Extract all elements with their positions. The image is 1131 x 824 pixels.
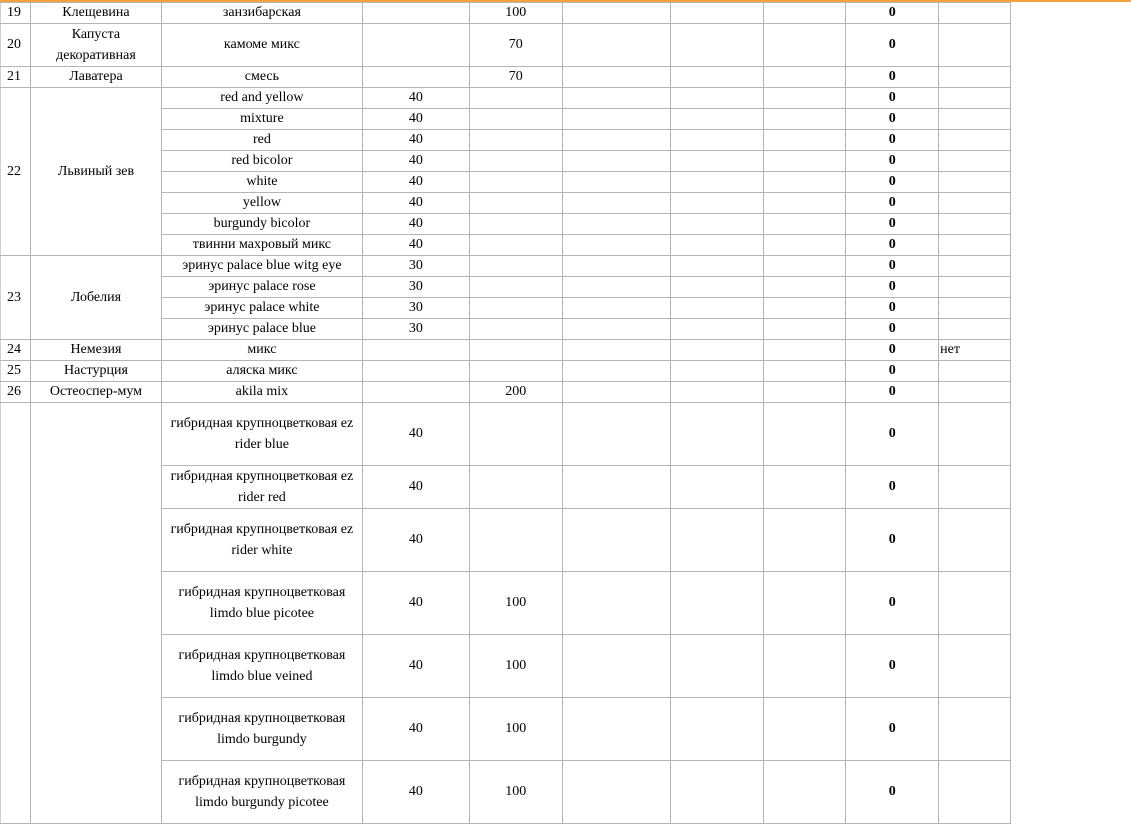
empty-cell[interactable]: [764, 698, 846, 761]
variety-cell[interactable]: эринус palace rose: [161, 277, 362, 298]
empty-cell[interactable]: [764, 88, 846, 109]
stock-cell[interactable]: 0: [846, 67, 939, 88]
variety-cell[interactable]: гибридная крупноцветковая ez rider red: [161, 466, 362, 509]
stock-cell[interactable]: 0: [846, 3, 939, 24]
empty-cell[interactable]: [764, 193, 846, 214]
note-cell[interactable]: [939, 298, 1011, 319]
table-row: [1, 319, 1131, 340]
note-cell[interactable]: [939, 277, 1011, 298]
variety-cell[interactable]: эринус palace blue witg eye: [161, 256, 362, 277]
empty-cell[interactable]: [562, 88, 670, 109]
variety-cell[interactable]: yellow: [161, 193, 362, 214]
qty2-cell[interactable]: 100: [469, 3, 562, 24]
note-cell[interactable]: [939, 319, 1011, 340]
row-number[interactable]: 21: [1, 67, 31, 88]
empty-cell[interactable]: [764, 109, 846, 130]
empty-cell[interactable]: [764, 130, 846, 151]
qty2-cell[interactable]: 100: [469, 635, 562, 698]
variety-cell[interactable]: камоме микс: [161, 24, 362, 67]
variety-cell[interactable]: микс: [161, 340, 362, 361]
row-number[interactable]: [1, 403, 31, 824]
table-row: [1, 403, 1131, 466]
note-cell[interactable]: [939, 172, 1011, 193]
empty-cell[interactable]: [670, 172, 764, 193]
empty-cell[interactable]: [764, 761, 846, 824]
qty2-cell[interactable]: [469, 361, 562, 382]
empty-cell[interactable]: [670, 109, 764, 130]
empty-cell[interactable]: [562, 130, 670, 151]
empty-cell[interactable]: [670, 635, 764, 698]
empty-cell[interactable]: [562, 67, 670, 88]
stock-cell[interactable]: 0: [846, 298, 939, 319]
row-number[interactable]: 26: [1, 382, 31, 403]
empty-cell[interactable]: [670, 67, 764, 88]
qty2-cell[interactable]: [469, 109, 562, 130]
empty-cell[interactable]: [764, 151, 846, 172]
empty-cell[interactable]: [562, 698, 670, 761]
row-number[interactable]: 19: [1, 3, 31, 24]
empty-cell[interactable]: [562, 109, 670, 130]
table-row: [1, 466, 1131, 509]
plant-name-cell[interactable]: Львиный зев: [30, 88, 161, 256]
qty2-cell[interactable]: [469, 403, 562, 466]
stock-cell[interactable]: 0: [846, 214, 939, 235]
qty-cell[interactable]: 40: [362, 761, 469, 824]
note-cell[interactable]: [939, 214, 1011, 235]
variety-cell[interactable]: гибридная крупноцветковая limdo burgundy: [161, 698, 362, 761]
stock-cell[interactable]: 0: [846, 761, 939, 824]
plant-name-cell[interactable]: [30, 403, 161, 824]
empty-cell[interactable]: [764, 214, 846, 235]
empty-cell[interactable]: [670, 572, 764, 635]
stock-cell[interactable]: 0: [846, 109, 939, 130]
table-row: [1, 635, 1131, 698]
spreadsheet-grid: [0, 2, 1131, 824]
empty-cell[interactable]: [764, 298, 846, 319]
variety-cell[interactable]: аляска микс: [161, 361, 362, 382]
qty2-cell[interactable]: [469, 130, 562, 151]
qty-cell[interactable]: 40: [362, 88, 469, 109]
stock-cell[interactable]: 0: [846, 277, 939, 298]
empty-cell[interactable]: [562, 24, 670, 67]
qty2-cell[interactable]: [469, 235, 562, 256]
stock-cell[interactable]: 0: [846, 635, 939, 698]
stock-cell[interactable]: 0: [846, 193, 939, 214]
row-number[interactable]: 25: [1, 361, 31, 382]
empty-cell[interactable]: [562, 277, 670, 298]
empty-cell[interactable]: [764, 172, 846, 193]
qty2-cell[interactable]: [469, 509, 562, 572]
row-number[interactable]: 23: [1, 256, 31, 340]
note-cell[interactable]: [939, 698, 1011, 761]
note-cell[interactable]: [939, 130, 1011, 151]
empty-cell[interactable]: [764, 24, 846, 67]
qty-cell[interactable]: 40: [362, 635, 469, 698]
empty-cell[interactable]: [670, 277, 764, 298]
table-row: [1, 130, 1131, 151]
qty2-cell[interactable]: [469, 466, 562, 509]
note-cell[interactable]: [939, 24, 1011, 67]
stock-cell[interactable]: 0: [846, 466, 939, 509]
empty-cell[interactable]: [670, 340, 764, 361]
qty2-cell[interactable]: 100: [469, 698, 562, 761]
empty-cell[interactable]: [670, 3, 764, 24]
qty-cell[interactable]: [362, 24, 469, 67]
qty-cell[interactable]: [362, 3, 469, 24]
variety-cell[interactable]: burgundy bicolor: [161, 214, 362, 235]
table-row: [1, 193, 1131, 214]
empty-cell[interactable]: [764, 572, 846, 635]
variety-cell[interactable]: red bicolor: [161, 151, 362, 172]
qty2-cell[interactable]: [469, 319, 562, 340]
empty-cell[interactable]: [764, 235, 846, 256]
plant-name-cell[interactable]: Лобелия: [30, 256, 161, 340]
qty2-cell[interactable]: 200: [469, 382, 562, 403]
stock-cell[interactable]: 0: [846, 130, 939, 151]
empty-cell[interactable]: [764, 256, 846, 277]
qty2-cell[interactable]: [469, 88, 562, 109]
stock-cell[interactable]: 0: [846, 382, 939, 403]
empty-cell[interactable]: [670, 761, 764, 824]
note-cell[interactable]: [939, 403, 1011, 466]
note-cell[interactable]: [939, 193, 1011, 214]
variety-cell[interactable]: akila mix: [161, 382, 362, 403]
qty-cell[interactable]: 40: [362, 172, 469, 193]
variety-cell[interactable]: твинни махровый микс: [161, 235, 362, 256]
table-row: [1, 24, 1131, 67]
empty-cell[interactable]: [670, 466, 764, 509]
stock-cell[interactable]: 0: [846, 88, 939, 109]
empty-cell[interactable]: [562, 151, 670, 172]
row-number[interactable]: 22: [1, 88, 31, 256]
table-row: [1, 572, 1131, 635]
qty-cell[interactable]: 30: [362, 277, 469, 298]
variety-cell[interactable]: гибридная крупноцветковая ez rider blue: [161, 403, 362, 466]
note-cell[interactable]: [939, 151, 1011, 172]
note-cell[interactable]: [939, 572, 1011, 635]
table-row: [1, 256, 1131, 277]
stock-cell[interactable]: 0: [846, 698, 939, 761]
qty-cell[interactable]: 40: [362, 214, 469, 235]
note-cell[interactable]: [939, 3, 1011, 24]
empty-cell[interactable]: [670, 88, 764, 109]
empty-cell[interactable]: [670, 130, 764, 151]
stock-cell[interactable]: 0: [846, 340, 939, 361]
empty-cell[interactable]: [670, 298, 764, 319]
variety-cell[interactable]: white: [161, 172, 362, 193]
empty-cell[interactable]: [562, 3, 670, 24]
qty-cell[interactable]: [362, 361, 469, 382]
qty-cell[interactable]: [362, 340, 469, 361]
qty-cell[interactable]: 30: [362, 319, 469, 340]
empty-cell[interactable]: [670, 193, 764, 214]
stock-cell[interactable]: 0: [846, 403, 939, 466]
qty2-cell[interactable]: 70: [469, 67, 562, 88]
qty-cell[interactable]: 40: [362, 151, 469, 172]
empty-cell[interactable]: [562, 572, 670, 635]
qty2-cell[interactable]: [469, 151, 562, 172]
qty-cell[interactable]: [362, 67, 469, 88]
qty-cell[interactable]: 40: [362, 698, 469, 761]
stock-cell[interactable]: 0: [846, 361, 939, 382]
note-cell[interactable]: [939, 635, 1011, 698]
note-cell[interactable]: [939, 382, 1011, 403]
qty2-cell[interactable]: 70: [469, 24, 562, 67]
plant-name-cell[interactable]: Лаватера: [30, 67, 161, 88]
empty-cell[interactable]: [764, 67, 846, 88]
row-number[interactable]: 24: [1, 340, 31, 361]
empty-cell[interactable]: [562, 235, 670, 256]
empty-cell[interactable]: [670, 698, 764, 761]
table-row: [1, 172, 1131, 193]
empty-cell[interactable]: [764, 466, 846, 509]
stock-cell[interactable]: 0: [846, 235, 939, 256]
empty-cell[interactable]: [764, 361, 846, 382]
empty-cell[interactable]: [670, 382, 764, 403]
empty-cell[interactable]: [670, 235, 764, 256]
variety-cell[interactable]: гибридная крупноцветковая limdo blue veined: [161, 635, 362, 698]
qty2-cell[interactable]: [469, 172, 562, 193]
variety-cell[interactable]: эринус palace white: [161, 298, 362, 319]
variety-cell[interactable]: гибридная крупноцветковая limdo blue picotee: [161, 572, 362, 635]
variety-cell[interactable]: red and yellow: [161, 88, 362, 109]
variety-cell[interactable]: гибридная крупноцветковая ez rider white: [161, 509, 362, 572]
note-cell[interactable]: [939, 67, 1011, 88]
table-row: [1, 214, 1131, 235]
note-cell[interactable]: [939, 466, 1011, 509]
table-row: [1, 298, 1131, 319]
table-row: [1, 382, 1131, 403]
note-cell[interactable]: [939, 509, 1011, 572]
empty-cell[interactable]: [670, 361, 764, 382]
table-row: [1, 698, 1131, 761]
qty2-cell[interactable]: [469, 214, 562, 235]
empty-cell[interactable]: [562, 214, 670, 235]
empty-cell[interactable]: [562, 382, 670, 403]
qty-cell[interactable]: 40: [362, 109, 469, 130]
empty-cell[interactable]: [562, 509, 670, 572]
plant-name-cell[interactable]: Капуста декоративная: [30, 24, 161, 67]
empty-cell[interactable]: [562, 340, 670, 361]
empty-cell[interactable]: [562, 403, 670, 466]
stock-cell[interactable]: 0: [846, 509, 939, 572]
qty-cell[interactable]: 40: [362, 403, 469, 466]
empty-cell[interactable]: [670, 256, 764, 277]
table-row: [1, 151, 1131, 172]
empty-cell[interactable]: [670, 24, 764, 67]
empty-cell[interactable]: [764, 340, 846, 361]
stock-cell[interactable]: 0: [846, 24, 939, 67]
empty-cell[interactable]: [764, 3, 846, 24]
table-row: [1, 67, 1131, 88]
empty-cell[interactable]: [670, 151, 764, 172]
qty-cell[interactable]: 40: [362, 466, 469, 509]
stock-cell[interactable]: 0: [846, 319, 939, 340]
table-row: [1, 340, 1131, 361]
qty2-cell[interactable]: [469, 298, 562, 319]
variety-cell[interactable]: эринус palace blue: [161, 319, 362, 340]
empty-cell[interactable]: [562, 172, 670, 193]
empty-cell[interactable]: [670, 319, 764, 340]
note-cell[interactable]: [939, 88, 1011, 109]
table-row: [1, 509, 1131, 572]
qty2-cell[interactable]: 100: [469, 761, 562, 824]
empty-cell[interactable]: [562, 635, 670, 698]
empty-cell[interactable]: [562, 319, 670, 340]
empty-cell[interactable]: [562, 298, 670, 319]
empty-cell[interactable]: [764, 277, 846, 298]
stock-cell[interactable]: 0: [846, 172, 939, 193]
stock-cell[interactable]: 0: [846, 572, 939, 635]
note-cell[interactable]: [939, 256, 1011, 277]
variety-cell[interactable]: red: [161, 130, 362, 151]
empty-cell[interactable]: [670, 214, 764, 235]
empty-cell[interactable]: [562, 193, 670, 214]
qty2-cell[interactable]: [469, 256, 562, 277]
stock-cell[interactable]: 0: [846, 151, 939, 172]
empty-cell[interactable]: [562, 466, 670, 509]
note-cell[interactable]: [939, 109, 1011, 130]
plant-name-cell[interactable]: Немезия: [30, 340, 161, 361]
qty2-cell[interactable]: [469, 193, 562, 214]
table-row: [1, 3, 1131, 24]
variety-cell[interactable]: гибридная крупноцветковая limdo burgundy picotee: [161, 761, 362, 824]
qty-cell[interactable]: 40: [362, 130, 469, 151]
variety-cell[interactable]: смесь: [161, 67, 362, 88]
empty-cell[interactable]: [764, 319, 846, 340]
note-cell[interactable]: [939, 235, 1011, 256]
empty-cell[interactable]: [670, 403, 764, 466]
qty-cell[interactable]: [362, 382, 469, 403]
note-cell[interactable]: [939, 761, 1011, 824]
table-row: [1, 361, 1131, 382]
empty-cell[interactable]: [562, 761, 670, 824]
empty-cell[interactable]: [764, 635, 846, 698]
empty-cell[interactable]: [670, 509, 764, 572]
qty2-cell[interactable]: 100: [469, 572, 562, 635]
table-row: [1, 109, 1131, 130]
table-row: [1, 277, 1131, 298]
qty-cell[interactable]: 40: [362, 235, 469, 256]
table-row: [1, 235, 1131, 256]
empty-cell[interactable]: [764, 403, 846, 466]
row-number[interactable]: 20: [1, 24, 31, 67]
empty-cell[interactable]: [764, 509, 846, 572]
qty-cell[interactable]: 40: [362, 509, 469, 572]
variety-cell[interactable]: занзибарская: [161, 3, 362, 24]
variety-cell[interactable]: mixture: [161, 109, 362, 130]
qty-cell[interactable]: 40: [362, 193, 469, 214]
qty-cell[interactable]: 30: [362, 256, 469, 277]
note-cell[interactable]: нет: [939, 340, 1011, 361]
qty2-cell[interactable]: [469, 340, 562, 361]
empty-cell[interactable]: [562, 361, 670, 382]
qty-cell[interactable]: 40: [362, 572, 469, 635]
empty-cell[interactable]: [764, 382, 846, 403]
plant-name-cell[interactable]: Клещевина: [30, 3, 161, 24]
stock-cell[interactable]: 0: [846, 256, 939, 277]
table-row: [1, 88, 1131, 109]
plant-name-cell[interactable]: Настурция: [30, 361, 161, 382]
plant-name-cell[interactable]: Остеоспер-мум: [30, 382, 161, 403]
empty-cell[interactable]: [562, 256, 670, 277]
table-row: [1, 761, 1131, 824]
qty-cell[interactable]: 30: [362, 298, 469, 319]
qty2-cell[interactable]: [469, 277, 562, 298]
note-cell[interactable]: [939, 361, 1011, 382]
